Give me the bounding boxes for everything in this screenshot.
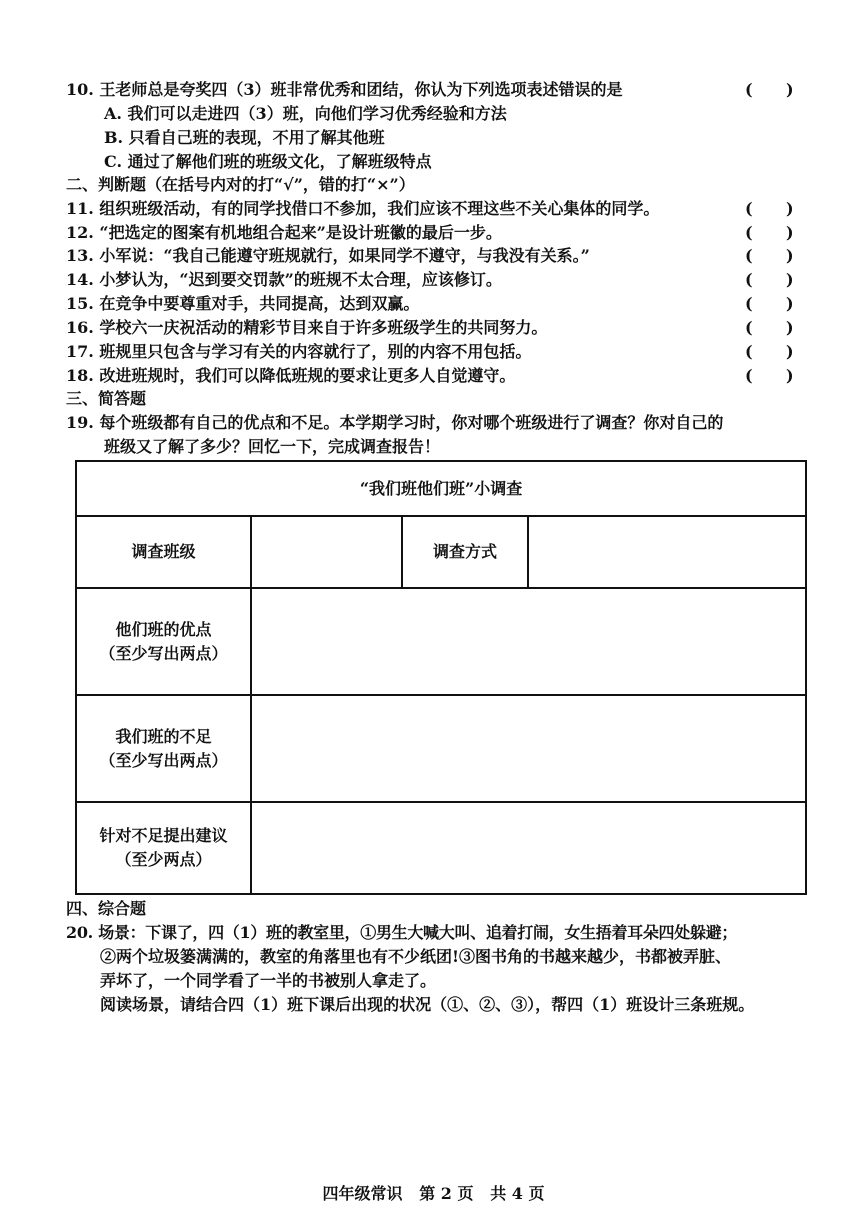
survey-method-label: 调查方式 xyxy=(402,516,528,588)
survey-strengths-label-cell xyxy=(76,588,251,695)
survey-class-label: 调查班级 xyxy=(76,516,251,588)
judge-item-11: 11. 组织班级活动，有的同学找借口不参加，我们应该不理这些不关心集体的同学。 xyxy=(66,199,660,218)
survey-weaknesses-field[interactable] xyxy=(251,695,806,802)
judge-paren-15: ( ) xyxy=(745,294,794,313)
survey-strengths-label: 他们班的优点 xyxy=(115,619,212,639)
judge-paren-14: ( ) xyxy=(745,270,794,289)
judge-item-12: 12. “把选定的图案有机地组合起来”是设计班徽的最后一步。 xyxy=(66,223,502,242)
q10-option-b: B. 只看自己班的表现，不用了解其他班 xyxy=(104,128,385,147)
judge-item-15: 15. 在竞争中要尊重对手，共同提高，达到双赢。 xyxy=(66,294,420,313)
q19-line-1: 19. 每个班级都有自己的优点和不足。本学期学习时，你对哪个班级进行了调查？你对自己的 xyxy=(66,413,724,432)
survey-suggest-row xyxy=(76,802,806,894)
judge-paren-18: ( ) xyxy=(745,366,794,385)
survey-title: “我们班他们班”小调查 xyxy=(76,461,806,516)
judge-item-16: 16. 学校六一庆祝活动的精彩节目来自于许多班级学生的共同努力。 xyxy=(66,318,548,337)
page-footer: 四年级常识 第 2 页 共 4 页 xyxy=(322,1184,545,1203)
q20-line-4: 阅读场景，请结合四（1）班下课后出现的状况（①、②、③），帮四（1）班设计三条班规。 xyxy=(100,995,755,1014)
judge-paren-11: ( ) xyxy=(745,199,794,218)
q20-line-1: 20. 场景：下课了，四（1）班的教室里，①男生大喊大叫、追着打闹，女生捂着耳朵四处躲避； xyxy=(66,923,738,942)
judge-paren-17: ( ) xyxy=(745,342,794,361)
q20-line-3: 弄坏了，一个同学看了一半的书被别人拿走了。 xyxy=(100,971,437,990)
survey-class-field[interactable] xyxy=(251,516,402,588)
judge-paren-16: ( ) xyxy=(745,318,794,337)
judge-item-17: 17. 班规里只包含与学习有关的内容就行了，别的内容不用包括。 xyxy=(66,342,532,361)
survey-suggest-field[interactable] xyxy=(251,802,806,894)
judge-item-14: 14. 小梦认为，“迟到要交罚款”的班规不太合理，应该修订。 xyxy=(66,270,502,289)
survey-weaknesses-label-cell xyxy=(76,695,251,802)
q19-line-2: 班级又了解了多少？回忆一下，完成调查报告！ xyxy=(104,437,441,456)
survey-weaknesses-label: 我们班的不足 xyxy=(115,726,212,746)
survey-suggest-note: （至少两点） xyxy=(115,850,212,869)
q10-answer-paren: ( ) xyxy=(745,80,794,99)
judge-paren-13: ( ) xyxy=(745,246,794,265)
survey-strengths-field[interactable] xyxy=(251,588,806,695)
survey-weaknesses-note: （至少写出两点） xyxy=(99,750,228,770)
section3-title: 三、简答题 xyxy=(66,389,147,408)
survey-strengths-row xyxy=(76,588,806,695)
survey-weaknesses-row xyxy=(76,695,806,802)
survey-strengths-note: （至少写出两点） xyxy=(99,643,228,663)
survey-method-field[interactable] xyxy=(528,516,806,588)
survey-class-row xyxy=(76,516,806,588)
judge-paren-12: ( ) xyxy=(745,223,794,242)
q10-option-a: A. 我们可以走进四（3）班，向他们学习优秀经验和方法 xyxy=(104,104,507,123)
survey-suggest-label-cell xyxy=(76,802,251,894)
survey-title-row xyxy=(76,461,806,516)
q10-option-c: C. 通过了解他们班的班级文化，了解班级特点 xyxy=(104,152,432,171)
q20-line-2: ②两个垃圾篓满满的，教室的角落里也有不少纸团!③图书角的书越来越少，书都被弄脏、 xyxy=(100,947,732,966)
q10-stem: 10. 王老师总是夸奖四（3）班非常优秀和团结，你认为下列选项表述错误的是 xyxy=(66,80,623,99)
section4-title: 四、综合题 xyxy=(66,899,147,918)
judge-item-18: 18. 改进班规时，我们可以降低班规的要求让更多人自觉遵守。 xyxy=(66,366,516,385)
survey-table xyxy=(75,460,807,895)
judge-item-13: 13. 小军说：“我自己能遵守班规就行，如果同学不遵守，与我没有关系。” xyxy=(66,246,590,265)
section2-title: 二、判断题（在括号内对的打“√”，错的打“×”） xyxy=(66,175,415,194)
survey-suggest-label: 针对不足提出建议 xyxy=(99,826,228,845)
